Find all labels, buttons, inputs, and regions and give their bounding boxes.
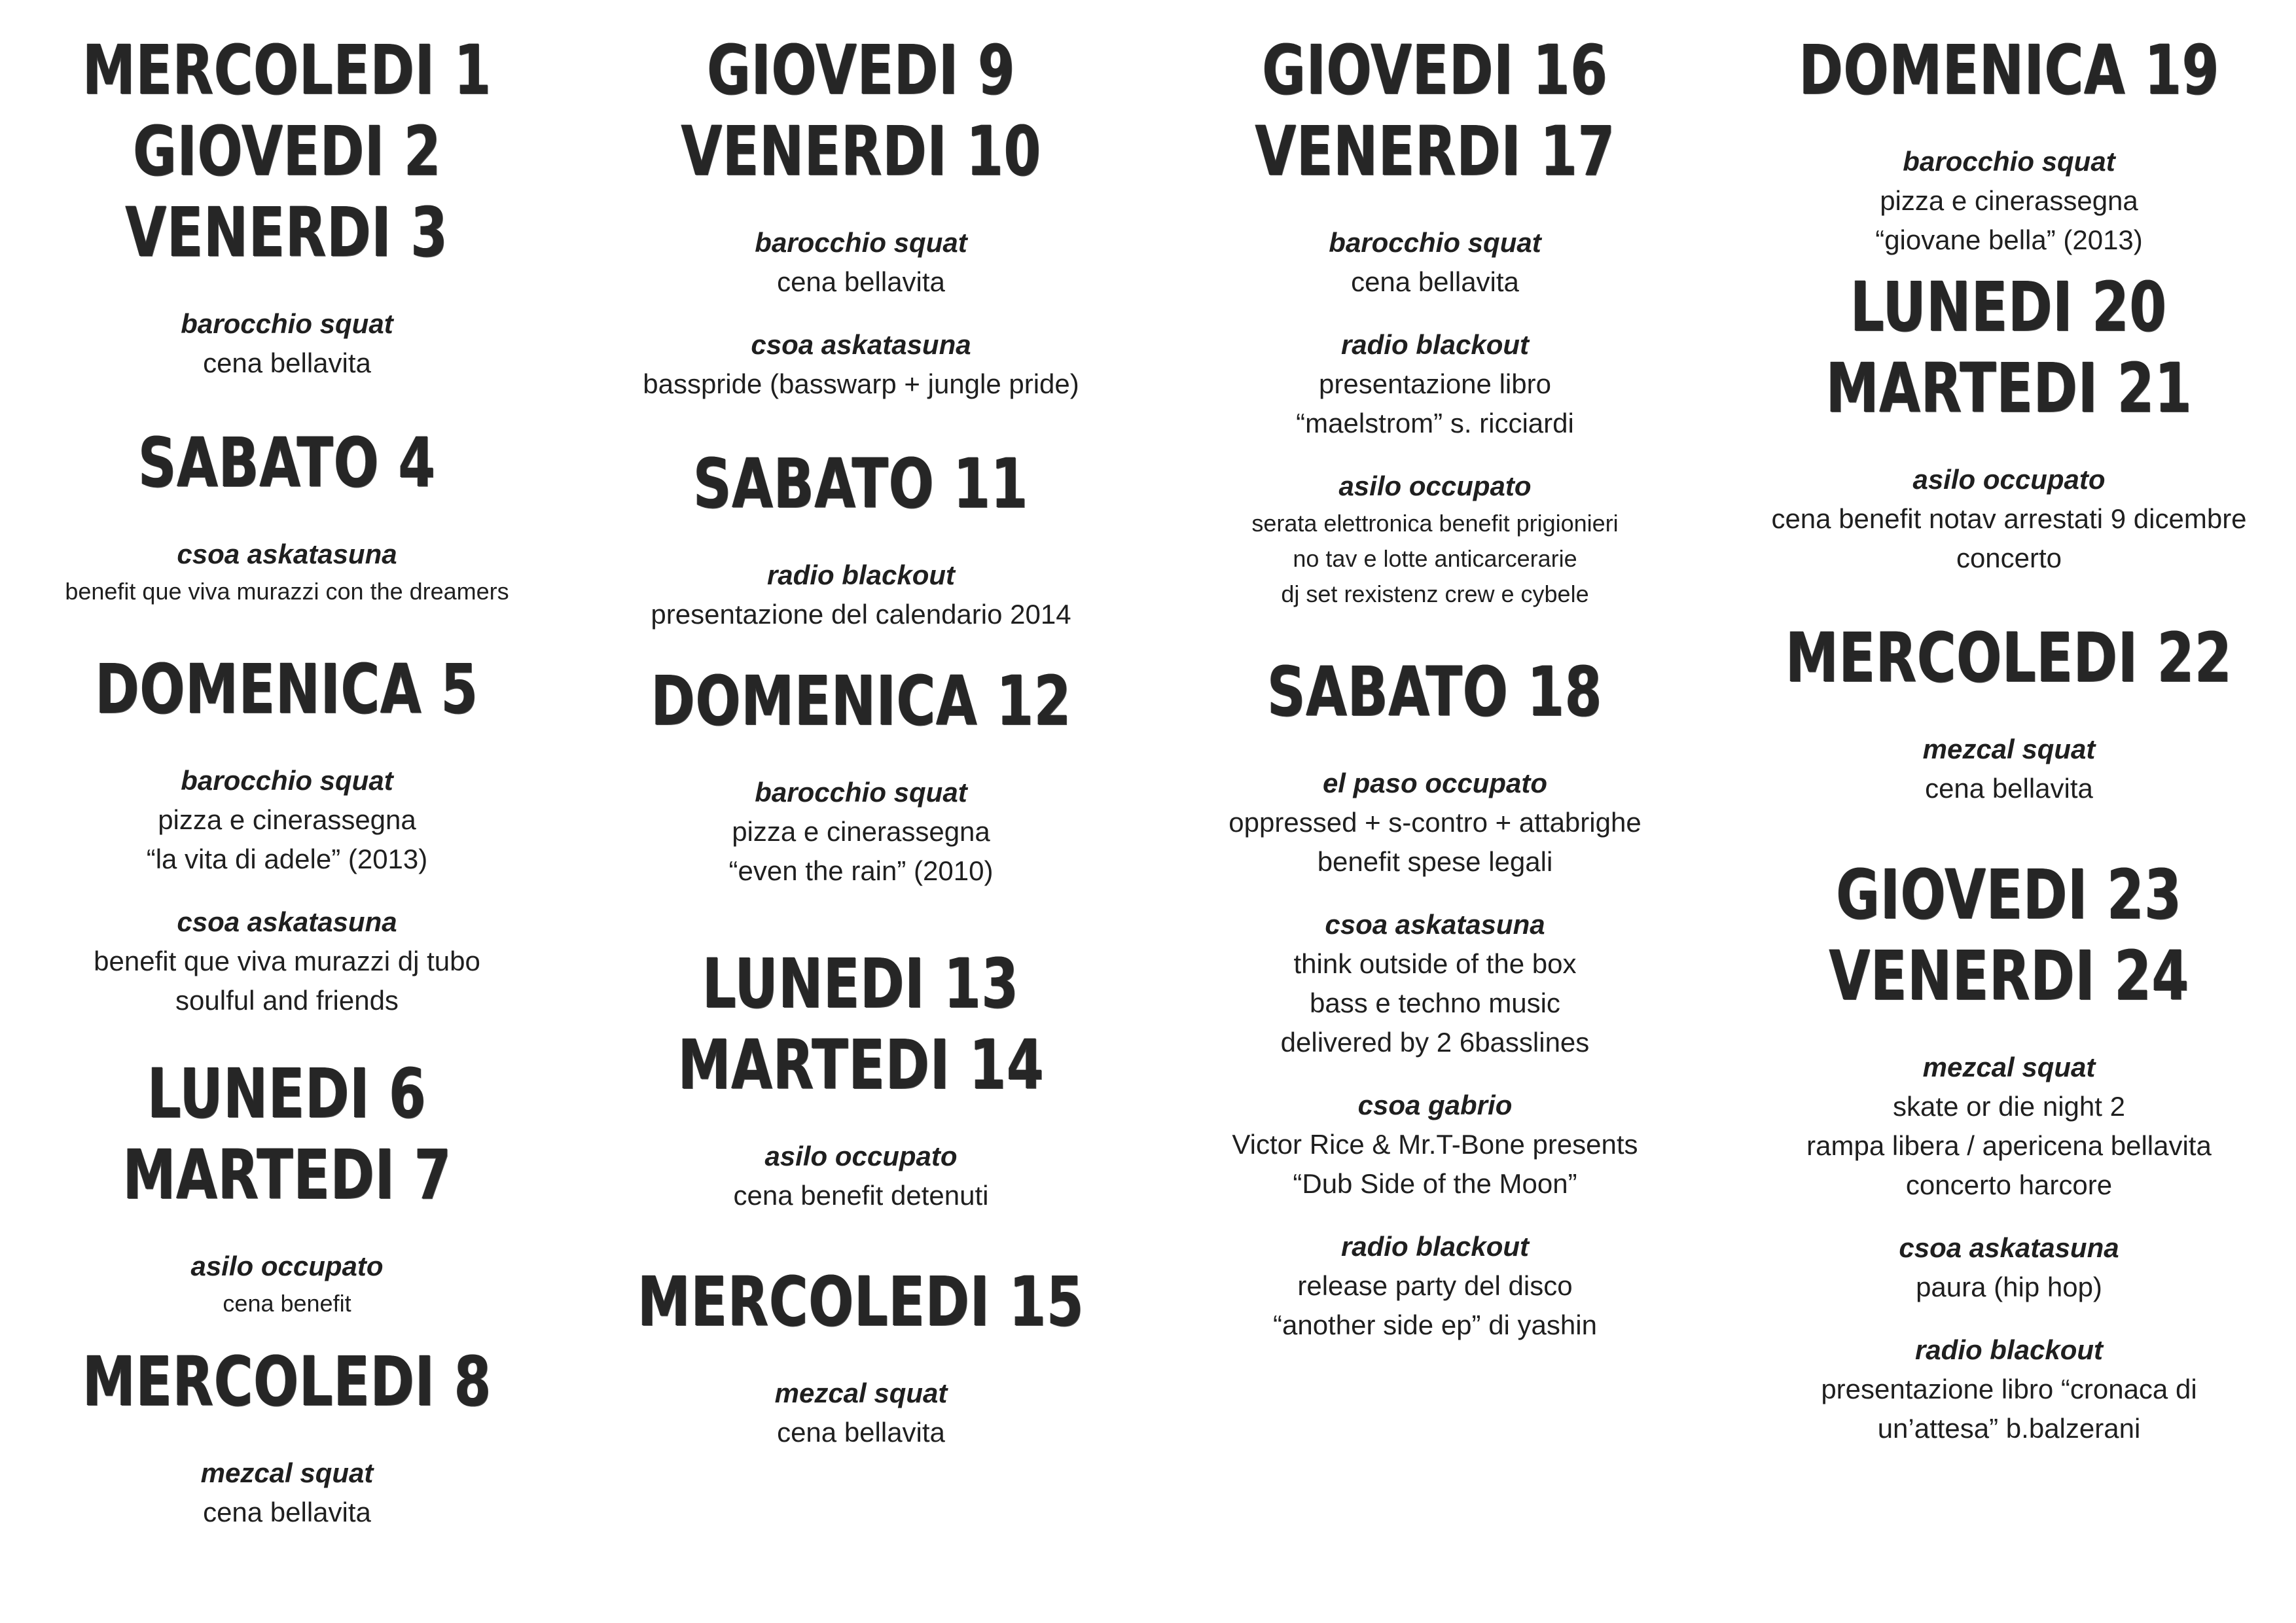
- day-heading: VENERDI 3: [125, 192, 449, 272]
- day-heading: GIOVEDI 23: [1836, 855, 2182, 935]
- event-venue: barocchio squat: [181, 308, 393, 339]
- day-block: [592, 660, 1131, 891]
- event-description: cena bellavita: [203, 348, 371, 378]
- event: [1251, 467, 1618, 612]
- event: [1281, 905, 1590, 1062]
- day-block: [77, 1053, 498, 1321]
- event-venue: radio blackout: [1914, 1334, 2104, 1365]
- event-description: dj set rexistenz crew e cybele: [1281, 580, 1589, 607]
- event-venue: barocchio squat: [755, 227, 967, 258]
- event-description: presentazione libro “cronaca di: [1821, 1374, 2197, 1404]
- event-venue: csoa askatasuna: [1899, 1232, 2119, 1263]
- day-heading: SABATO 4: [138, 423, 436, 503]
- event-venue: barocchio squat: [1329, 227, 1541, 258]
- event-venue: mezcal squat: [1922, 1052, 2096, 1082]
- day-block: [41, 649, 532, 1020]
- event: [1899, 1228, 2119, 1307]
- event-description: skate or die night 2: [1893, 1091, 2125, 1122]
- event-description: soulful and friends: [175, 985, 399, 1016]
- event-venue: csoa askatasuna: [177, 539, 397, 569]
- day-heading: MARTEDI 14: [677, 1025, 1045, 1105]
- event: [729, 773, 994, 891]
- day-block: [1740, 29, 2279, 260]
- event: [1229, 764, 1641, 882]
- event-venue: mezcal squat: [200, 1457, 374, 1488]
- event-description: benefit que viva murazzi con the dreamers: [65, 578, 509, 605]
- day-block: [25, 29, 549, 383]
- day-heading: DOMENICA 19: [1799, 30, 2219, 110]
- event-description: cena bellavita: [1925, 773, 2093, 804]
- day-block: [646, 443, 1075, 634]
- day-heading: DOMENICA 12: [651, 661, 1071, 741]
- event-venue: csoa askatasuna: [177, 906, 397, 937]
- event-description: un’attesa” b.balzerani: [1877, 1413, 2141, 1444]
- column-3: [1148, 0, 1722, 1623]
- event-description: cena benefit notav arrestati 9 dicembre: [1771, 503, 2247, 534]
- event-description: cena benefit detenuti: [733, 1180, 989, 1211]
- event-description: delivered by 2 6basslines: [1280, 1027, 1590, 1058]
- event-description: cena bellavita: [777, 266, 945, 297]
- day-block: [1220, 651, 1649, 1345]
- day-heading: MERCOLEDI 15: [637, 1262, 1085, 1342]
- day-heading: MERCOLEDI 1: [82, 30, 492, 110]
- event-description: pizza e cinerassegna: [158, 804, 416, 835]
- day-heading: LUNEDI 13: [702, 944, 1020, 1024]
- event-description: presentazione del calendario 2014: [651, 599, 1071, 630]
- event: [643, 325, 1079, 404]
- event-venue: el paso occupato: [1322, 768, 1548, 798]
- event-venue: csoa gabrio: [1357, 1090, 1513, 1120]
- event-venue: asilo occupato: [190, 1251, 384, 1281]
- event-description: pizza e cinerassegna: [1880, 185, 2138, 216]
- event-description: “la vita di adele” (2013): [146, 844, 428, 874]
- event-description: cena bellavita: [777, 1417, 945, 1448]
- event-description: “Dub Side of the Moon”: [1293, 1168, 1577, 1199]
- event: [651, 556, 1071, 634]
- event-description: benefit que viva murazzi dj tubo: [94, 946, 480, 976]
- event: [1296, 325, 1574, 443]
- event: [734, 1137, 989, 1215]
- event-description: “maelstrom” s. ricciardi: [1296, 408, 1574, 438]
- day-block: [25, 1341, 549, 1532]
- event: [1875, 142, 2143, 260]
- day-heading: MERCOLEDI 8: [82, 1342, 492, 1421]
- event-venue: barocchio squat: [755, 777, 967, 808]
- event-venue: mezcal squat: [774, 1378, 948, 1408]
- event: [201, 1454, 374, 1532]
- event-venue: asilo occupato: [764, 1141, 958, 1171]
- event-venue: barocchio squat: [181, 765, 393, 796]
- event-description: benefit spese legali: [1317, 846, 1553, 877]
- day-block: [1723, 617, 2295, 808]
- day-heading: VENERDI 17: [1255, 111, 1615, 191]
- day-heading: VENERDI 10: [681, 111, 1041, 191]
- day-block: [1778, 854, 2240, 1448]
- event-venue: asilo occupato: [1338, 471, 1532, 501]
- column-1: [0, 0, 574, 1623]
- day-heading: LUNEDI 6: [147, 1054, 427, 1133]
- event: [1329, 223, 1541, 302]
- day-heading: MARTEDI 21: [1825, 348, 2193, 428]
- event-venue: radio blackout: [766, 560, 956, 590]
- event-description: bass e techno music: [1310, 988, 1560, 1018]
- event: [755, 223, 967, 302]
- column-2: [574, 0, 1148, 1623]
- event: [775, 1374, 948, 1452]
- event-venue: csoa askatasuna: [751, 329, 971, 360]
- day-block: [626, 943, 1096, 1215]
- event-description: concerto harcore: [1905, 1169, 2113, 1200]
- event: [1821, 1330, 2197, 1448]
- event-description: paura (hip hop): [1916, 1272, 2102, 1302]
- event: [1923, 730, 2096, 808]
- day-block: [1771, 266, 2246, 578]
- event-venue: csoa askatasuna: [1325, 909, 1545, 940]
- event: [1232, 1086, 1638, 1204]
- event-description: serata elettronica benefit prigionieri: [1251, 510, 1619, 537]
- event-description: “another side ep” di yashin: [1273, 1310, 1597, 1340]
- day-heading: GIOVEDI 2: [132, 111, 441, 191]
- day-heading: GIOVEDI 16: [1262, 30, 1608, 110]
- event-description: concerto: [1956, 543, 2062, 573]
- event-description: “giovane bella” (2013): [1875, 224, 2143, 255]
- event: [190, 1247, 383, 1321]
- event-venue: mezcal squat: [1922, 734, 2096, 764]
- event-venue: radio blackout: [1340, 1231, 1530, 1262]
- day-block: [65, 422, 509, 609]
- event: [1806, 1048, 2212, 1205]
- event-description: release party del disco: [1297, 1270, 1573, 1301]
- event-description: presentazione libro: [1319, 368, 1551, 399]
- day-block: [1204, 29, 1666, 612]
- event-venue: barocchio squat: [1903, 146, 2115, 177]
- column-4: [1722, 0, 2296, 1623]
- event-description: think outside of the box: [1293, 948, 1577, 979]
- day-block: [575, 1261, 1147, 1452]
- day-heading: GIOVEDI 9: [707, 30, 1015, 110]
- event: [94, 902, 480, 1020]
- day-heading: SABATO 11: [693, 444, 1029, 524]
- event-description: pizza e cinerassegna: [732, 816, 990, 847]
- day-heading: DOMENICA 5: [95, 649, 479, 729]
- event: [147, 761, 428, 879]
- day-heading: MARTEDI 7: [122, 1135, 452, 1215]
- day-heading: MERCOLEDI 22: [1785, 618, 2233, 698]
- event: [65, 535, 509, 609]
- event: [1273, 1227, 1597, 1345]
- event-description: basspride (basswarp + jungle pride): [643, 368, 1079, 399]
- event: [1771, 460, 2246, 578]
- day-heading: VENERDI 24: [1829, 936, 2189, 1016]
- event-description: “even the rain” (2010): [728, 855, 994, 886]
- event: [181, 304, 393, 383]
- event-description: cena bellavita: [1351, 266, 1519, 297]
- event-venue: asilo occupato: [1912, 464, 2106, 495]
- event-description: Victor Rice & Mr.T-Bone presents: [1232, 1129, 1638, 1160]
- event-description: rampa libera / apericena bellavita: [1806, 1130, 2212, 1161]
- event-description: oppressed + s-contro + attabrighe: [1229, 807, 1641, 838]
- event-description: cena benefit: [223, 1290, 351, 1317]
- day-heading: SABATO 18: [1267, 652, 1603, 732]
- day-heading: LUNEDI 20: [1850, 267, 2168, 347]
- event-venue: radio blackout: [1340, 329, 1530, 360]
- day-block: [630, 29, 1092, 404]
- event-description: cena bellavita: [203, 1497, 371, 1527]
- event-description: no tav e lotte anticarcerarie: [1293, 545, 1577, 572]
